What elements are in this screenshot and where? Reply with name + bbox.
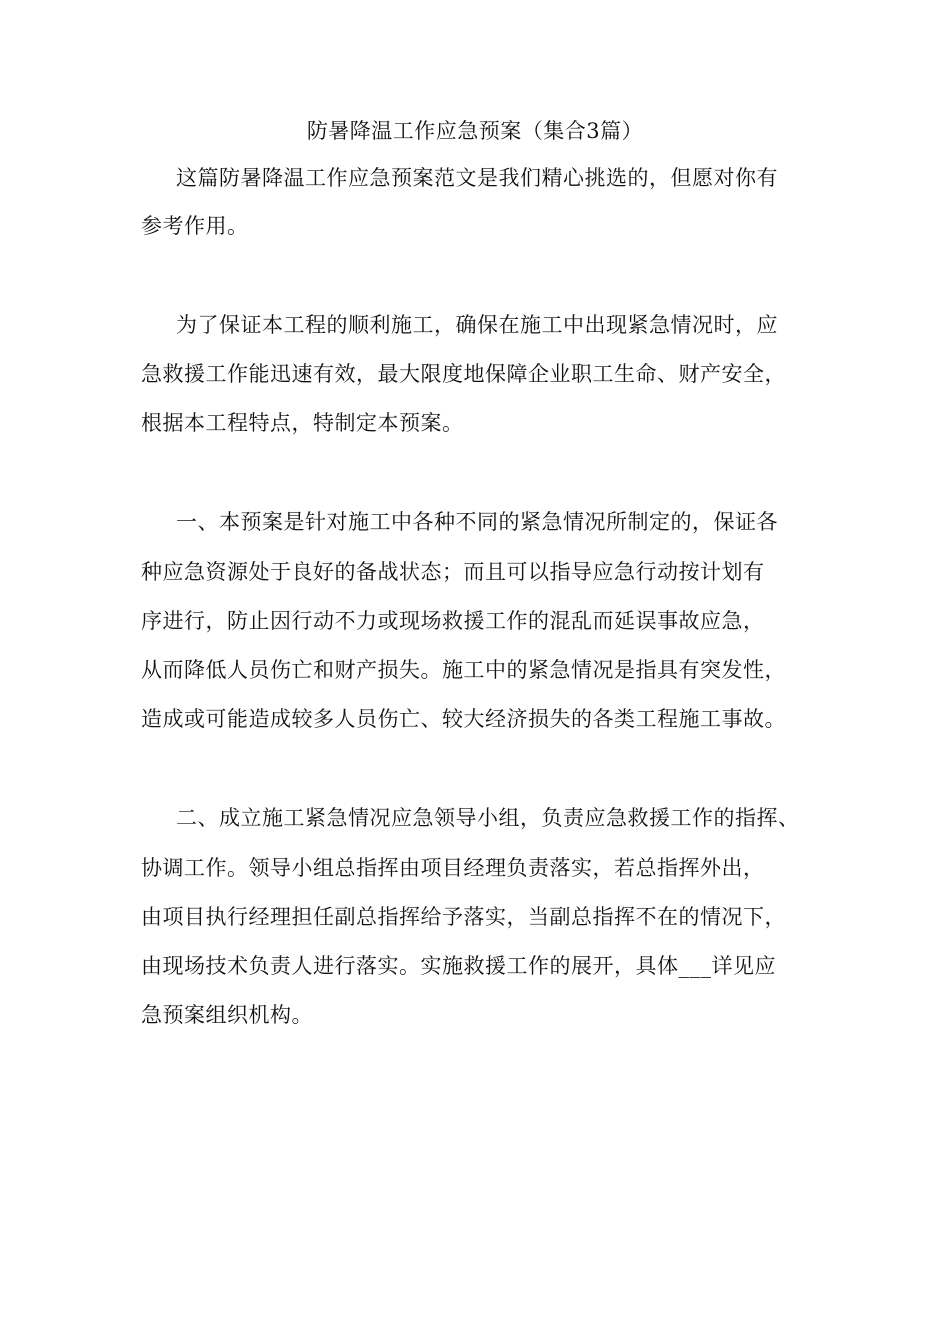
para2-line-5: 造成或可能造成较多人员伤亡、较大经济损失的各类工程施工事故。: [141, 707, 786, 731]
para2-line-4: 从而降低人员伤亡和财产损失。施工中的紧急情况是指具有突发性，: [141, 658, 786, 682]
document-title: 防暑降温工作应急预案（集合3篇）: [306, 119, 644, 143]
para3-line-5: 急预案组织机构。: [141, 1003, 313, 1027]
para1-line-1: 为了保证本工程的顺利施工，确保在施工中出现紧急情况时，应: [176, 313, 778, 337]
para1-line-2: 急救援工作能迅速有效，最大限度地保障企业职工生命、财产安全，: [141, 362, 786, 386]
para3-line-4: 由现场技术负责人进行落实。实施救援工作的展开，具体___详见应: [141, 954, 776, 978]
para2-line-2: 种应急资源处于良好的备战状态；而且可以指导应急行动按计划有: [141, 560, 765, 584]
para1-line-3: 根据本工程特点，特制定本预案。: [141, 411, 464, 435]
para2-line-1: 一、本预案是针对施工中各种不同的紧急情况所制定的，保证各: [176, 510, 778, 534]
intro-line-1: 这篇防暑降温工作应急预案范文是我们精心挑选的，但愿对你有: [176, 166, 778, 190]
para2-line-3: 序进行，防止因行动不力或现场救援工作的混乱而延误事故应急，: [141, 609, 765, 633]
para3-line-1: 二、成立施工紧急情况应急领导小组，负责应急救援工作的指挥、: [176, 806, 800, 830]
para3-line-3: 由项目执行经理担任副总指挥给予落实，当副总指挥不在的情况下，: [141, 905, 786, 929]
intro-line-2: 参考作用。: [141, 214, 249, 238]
para3-line-2: 协调工作。领导小组总指挥由项目经理负责落实，若总指挥外出，: [141, 856, 765, 880]
